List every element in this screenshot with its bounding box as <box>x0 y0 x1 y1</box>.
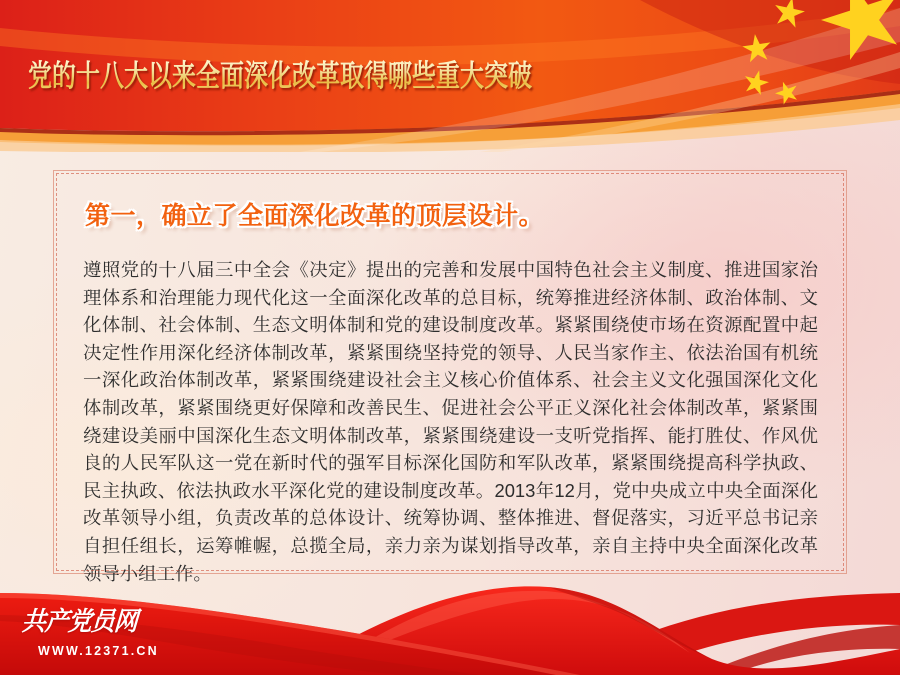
page-title: 党的十八大以来全面深化改革取得哪些重大突破 <box>28 51 532 95</box>
site-url: WWW.12371.CN <box>38 644 159 658</box>
site-logo <box>22 601 159 658</box>
body-paragraph: 遵照党的十八届三中全会《决定》提出的完善和发展中国特色社会主义制度、推进国家治理体系和治理能力现代化这一全面深化改革的总目标，统筹推进经济体制、政治体制、文化体制、社会体制、生态文明体制和党的建设制度改革。紧紧围绕使市场在资源配置中起决定性作用深化经济体制改革，紧紧围绕坚持党的领导、人民当家作主、依法治国有机统一深化政治体制改革，紧紧围绕建设社会主义核心价值体系、社会主义文化强国深化文化体制改革，紧紧围绕更好保障和改善民生、促进社会公平正义深化社会体制改革，紧紧围绕建设美丽中国深化生态文明体制改革，紧紧围绕建设一支听党指挥、能打胜仗、作风优良的人民军队这一党在新时代的强军目标深化国防和军队改革，紧紧围绕提高科学执政、民主执政、依法执政水平深化党的建设制度改革。2013年12月，党中央成立中央全面深化改革领导小组，负责改革的总体设计、统筹协调、整体推进、督促落实，习近平总书记亲自担任组长，运筹帷幄，总揽全局，亲力亲为谋划指导改革，亲自主持中央全面深化改革领导小组工作。 <box>83 259 818 584</box>
site-logo-text: 共产党员网 <box>20 606 138 636</box>
content-box <box>53 170 847 584</box>
section-heading: 第一，确立了全面深化改革的顶层设计。 <box>85 202 545 230</box>
